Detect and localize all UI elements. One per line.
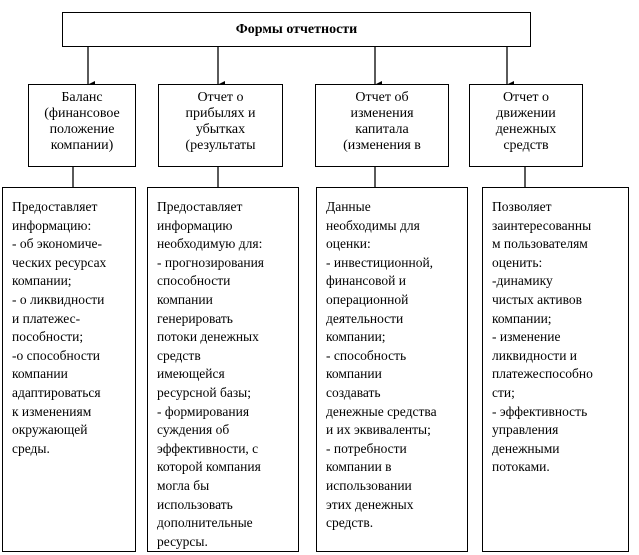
description-equity-changes: Данные необходимы для оценки: - инвестиционной, финансовой и операционной деятельности компании; - способность компании создавать денежные средства и их эквиваленты; - потребности компании в использовании этих денежных средств. — [316, 187, 468, 552]
diagram-title: Формы отчетности — [235, 21, 358, 37]
description-profit-loss: Предоставляет информацию необходимую для: - прогнозирования способности компании генерировать потоки денежных средств имеющейся ресурсной базы; - формирования суждения об эффективности, с которой компания могла бы использовать дополнительные ресурсы. — [147, 187, 299, 552]
diagram-title-box — [62, 12, 531, 47]
heading-equity-changes: Отчет об изменения капитала (изменения в — [315, 84, 449, 167]
heading-cash-flow: Отчет о движении денежных средств — [469, 84, 583, 167]
description-cash-flow: Позволяет заинтересованны м пользователям оценить: -динамику чистых активов компании; - изменение ликвидности и платежеспособно сти; - эффективность управления денежными потоками. — [482, 187, 629, 552]
heading-profit-loss: Отчет о прибылях и убытках (результаты — [158, 84, 283, 167]
description-balance: Предоставляет информацию: - об экономиче- ческих ресурсах компании; - о ликвидности и платежес- пособности; -о способности компании адаптироваться к изменениям окружающей среды. — [2, 187, 136, 552]
heading-balance: Баланс (финансовое положение компании) — [28, 84, 136, 167]
